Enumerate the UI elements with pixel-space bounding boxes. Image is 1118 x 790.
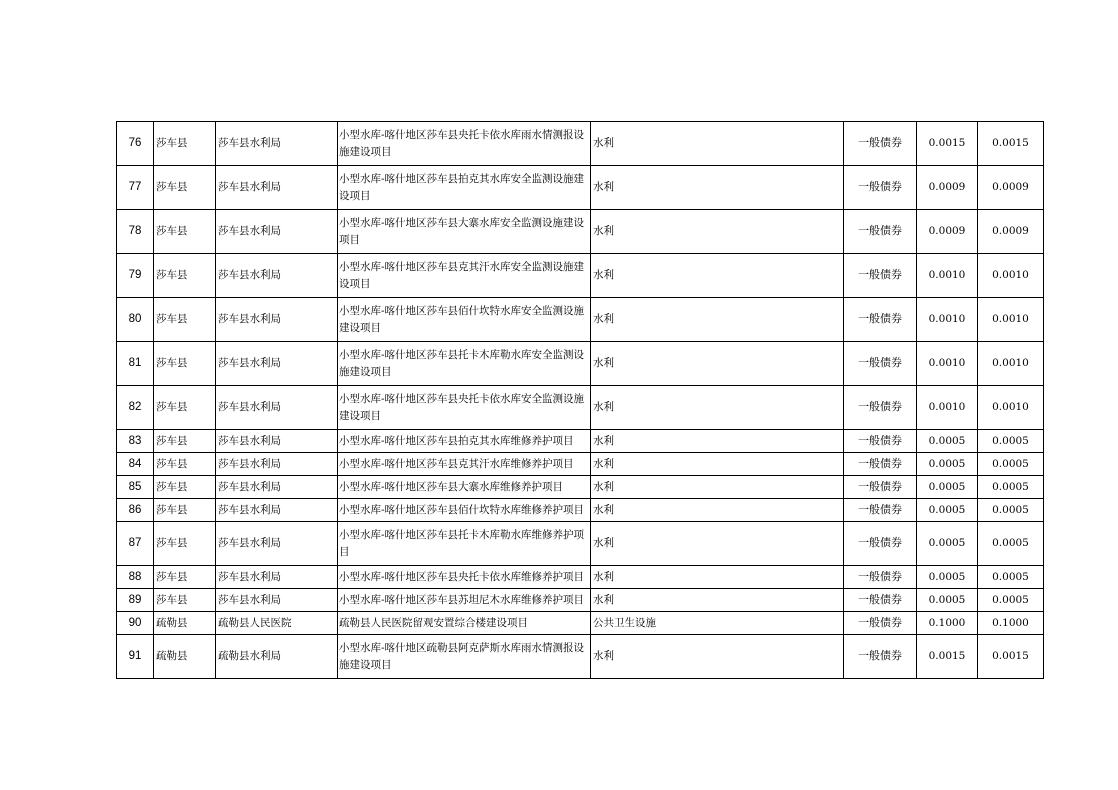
bond-type-cell: 一般债券 (844, 635, 917, 679)
category-cell: 水利 (591, 476, 844, 499)
category-cell: 水利 (591, 566, 844, 589)
bond-type-cell: 一般债券 (844, 499, 917, 522)
county-cell: 疏勒县 (154, 635, 216, 679)
category-cell: 水利 (591, 166, 844, 210)
category-cell: 水利 (591, 635, 844, 679)
county-cell: 莎车县 (154, 210, 216, 254)
bond-type-cell: 一般债券 (844, 386, 917, 430)
table-row (117, 453, 1044, 476)
table-row (117, 342, 1044, 386)
amount-total-cell: 0.1000 (978, 612, 1044, 635)
bond-type-cell: 一般债券 (844, 430, 917, 453)
amount-cell: 0.0005 (917, 589, 978, 612)
project-name-cell: 小型水库-喀什地区莎车县拍克其水库维修养护项目 (338, 430, 591, 453)
bond-type-cell: 一般债券 (844, 476, 917, 499)
county-cell: 莎车县 (154, 522, 216, 566)
amount-total-cell: 0.0010 (978, 386, 1044, 430)
amount-cell: 0.0010 (917, 298, 978, 342)
department-cell: 莎车县水利局 (216, 499, 338, 522)
department-cell: 莎车县水利局 (216, 122, 338, 166)
amount-cell: 0.0005 (917, 476, 978, 499)
row-number: 85 (117, 476, 154, 499)
county-cell: 莎车县 (154, 386, 216, 430)
table-row (117, 122, 1044, 166)
row-number: 89 (117, 589, 154, 612)
row-number: 87 (117, 522, 154, 566)
table-row (117, 566, 1044, 589)
amount-total-cell: 0.0005 (978, 589, 1044, 612)
category-cell: 水利 (591, 453, 844, 476)
bond-type-cell: 一般债券 (844, 254, 917, 298)
amount-total-cell: 0.0015 (978, 122, 1044, 166)
bond-type-cell: 一般债券 (844, 210, 917, 254)
county-cell: 莎车县 (154, 122, 216, 166)
amount-total-cell: 0.0005 (978, 476, 1044, 499)
bond-type-cell: 一般债券 (844, 166, 917, 210)
department-cell: 莎车县水利局 (216, 210, 338, 254)
project-name-cell: 小型水库-喀什地区莎车县大寨水库安全监测设施建设项目 (338, 210, 591, 254)
category-cell: 水利 (591, 254, 844, 298)
amount-cell: 0.0010 (917, 386, 978, 430)
row-number: 84 (117, 453, 154, 476)
amount-total-cell: 0.0009 (978, 210, 1044, 254)
project-name-cell: 小型水库-喀什地区莎车县央托卡依水库雨水情测报设施建设项目 (338, 122, 591, 166)
table-row (117, 298, 1044, 342)
county-cell: 莎车县 (154, 499, 216, 522)
department-cell: 疏勒县水利局 (216, 635, 338, 679)
department-cell: 莎车县水利局 (216, 566, 338, 589)
amount-total-cell: 0.0005 (978, 566, 1044, 589)
table-row (117, 430, 1044, 453)
bond-type-cell: 一般债券 (844, 298, 917, 342)
project-name-cell: 小型水库-喀什地区莎车县佰什坎特水库维修养护项目 (338, 499, 591, 522)
category-cell: 水利 (591, 298, 844, 342)
project-name-cell: 小型水库-喀什地区莎车县央托卡依水库维修养护项目 (338, 566, 591, 589)
amount-total-cell: 0.0005 (978, 522, 1044, 566)
project-name-cell: 小型水库-喀什地区莎车县苏坦尼木水库维修养护项目 (338, 589, 591, 612)
department-cell: 莎车县水利局 (216, 430, 338, 453)
amount-cell: 0.0015 (917, 122, 978, 166)
bond-type-cell: 一般债券 (844, 453, 917, 476)
table-row (117, 476, 1044, 499)
county-cell: 莎车县 (154, 342, 216, 386)
amount-cell: 0.0005 (917, 453, 978, 476)
row-number: 91 (117, 635, 154, 679)
department-cell: 莎车县水利局 (216, 589, 338, 612)
department-cell: 莎车县水利局 (216, 386, 338, 430)
amount-total-cell: 0.0005 (978, 499, 1044, 522)
project-name-cell: 小型水库-喀什地区莎车县克其汗水库安全监测设施建设项目 (338, 254, 591, 298)
department-cell: 莎车县水利局 (216, 476, 338, 499)
amount-total-cell: 0.0005 (978, 453, 1044, 476)
project-name-cell: 小型水库-喀什地区莎车县佰什坎特水库安全监测设施建设项目 (338, 298, 591, 342)
amount-total-cell: 0.0005 (978, 430, 1044, 453)
county-cell: 莎车县 (154, 566, 216, 589)
amount-cell: 0.0005 (917, 522, 978, 566)
table-row (117, 612, 1044, 635)
project-name-cell: 小型水库-喀什地区莎车县托卡木库勒水库维修养护项目 (338, 522, 591, 566)
project-name-cell: 疏勒县人民医院留观安置综合楼建设项目 (338, 612, 591, 635)
table-row (117, 499, 1044, 522)
table-row (117, 386, 1044, 430)
county-cell: 莎车县 (154, 298, 216, 342)
amount-cell: 0.0005 (917, 430, 978, 453)
amount-total-cell: 0.0010 (978, 254, 1044, 298)
amount-cell: 0.0005 (917, 566, 978, 589)
county-cell: 莎车县 (154, 430, 216, 453)
project-table (116, 121, 1044, 679)
project-name-cell: 小型水库-喀什地区莎车县拍克其水库安全监测设施建设项目 (338, 166, 591, 210)
category-cell: 水利 (591, 499, 844, 522)
amount-cell: 0.0015 (917, 635, 978, 679)
department-cell: 莎车县水利局 (216, 453, 338, 476)
table-row (117, 635, 1044, 679)
county-cell: 莎车县 (154, 254, 216, 298)
bond-type-cell: 一般债券 (844, 342, 917, 386)
amount-cell: 0.0009 (917, 166, 978, 210)
project-name-cell: 小型水库-喀什地区疏勒县阿克萨斯水库雨水情测报设施建设项目 (338, 635, 591, 679)
county-cell: 莎车县 (154, 476, 216, 499)
amount-cell: 0.1000 (917, 612, 978, 635)
department-cell: 莎车县水利局 (216, 166, 338, 210)
county-cell: 莎车县 (154, 453, 216, 476)
amount-total-cell: 0.0009 (978, 166, 1044, 210)
project-name-cell: 小型水库-喀什地区莎车县大寨水库维修养护项目 (338, 476, 591, 499)
amount-total-cell: 0.0015 (978, 635, 1044, 679)
bond-type-cell: 一般债券 (844, 589, 917, 612)
category-cell: 水利 (591, 122, 844, 166)
project-name-cell: 小型水库-喀什地区莎车县克其汗水库维修养护项目 (338, 453, 591, 476)
bond-type-cell: 一般债券 (844, 566, 917, 589)
table-row (117, 254, 1044, 298)
row-number: 86 (117, 499, 154, 522)
category-cell: 水利 (591, 522, 844, 566)
project-name-cell: 小型水库-喀什地区莎车县托卡木库勒水库安全监测设施建设项目 (338, 342, 591, 386)
amount-cell: 0.0005 (917, 499, 978, 522)
county-cell: 疏勒县 (154, 612, 216, 635)
amount-cell: 0.0010 (917, 254, 978, 298)
department-cell: 莎车县水利局 (216, 522, 338, 566)
table-row (117, 166, 1044, 210)
department-cell: 莎车县水利局 (216, 254, 338, 298)
amount-total-cell: 0.0010 (978, 298, 1044, 342)
table-row (117, 522, 1044, 566)
row-number: 76 (117, 122, 154, 166)
table-row (117, 210, 1044, 254)
department-cell: 疏勒县人民医院 (216, 612, 338, 635)
table-body (117, 122, 1044, 679)
amount-cell: 0.0009 (917, 210, 978, 254)
table-row (117, 589, 1044, 612)
row-number: 80 (117, 298, 154, 342)
project-name-cell: 小型水库-喀什地区莎车县央托卡依水库安全监测设施建设项目 (338, 386, 591, 430)
category-cell: 水利 (591, 430, 844, 453)
row-number: 81 (117, 342, 154, 386)
row-number: 82 (117, 386, 154, 430)
category-cell: 公共卫生设施 (591, 612, 844, 635)
bond-type-cell: 一般债券 (844, 612, 917, 635)
row-number: 90 (117, 612, 154, 635)
amount-cell: 0.0010 (917, 342, 978, 386)
amount-total-cell: 0.0010 (978, 342, 1044, 386)
department-cell: 莎车县水利局 (216, 298, 338, 342)
row-number: 88 (117, 566, 154, 589)
bond-type-cell: 一般债券 (844, 522, 917, 566)
row-number: 78 (117, 210, 154, 254)
row-number: 79 (117, 254, 154, 298)
county-cell: 莎车县 (154, 589, 216, 612)
category-cell: 水利 (591, 342, 844, 386)
county-cell: 莎车县 (154, 166, 216, 210)
department-cell: 莎车县水利局 (216, 342, 338, 386)
row-number: 77 (117, 166, 154, 210)
category-cell: 水利 (591, 210, 844, 254)
category-cell: 水利 (591, 589, 844, 612)
row-number: 83 (117, 430, 154, 453)
category-cell: 水利 (591, 386, 844, 430)
bond-type-cell: 一般债券 (844, 122, 917, 166)
